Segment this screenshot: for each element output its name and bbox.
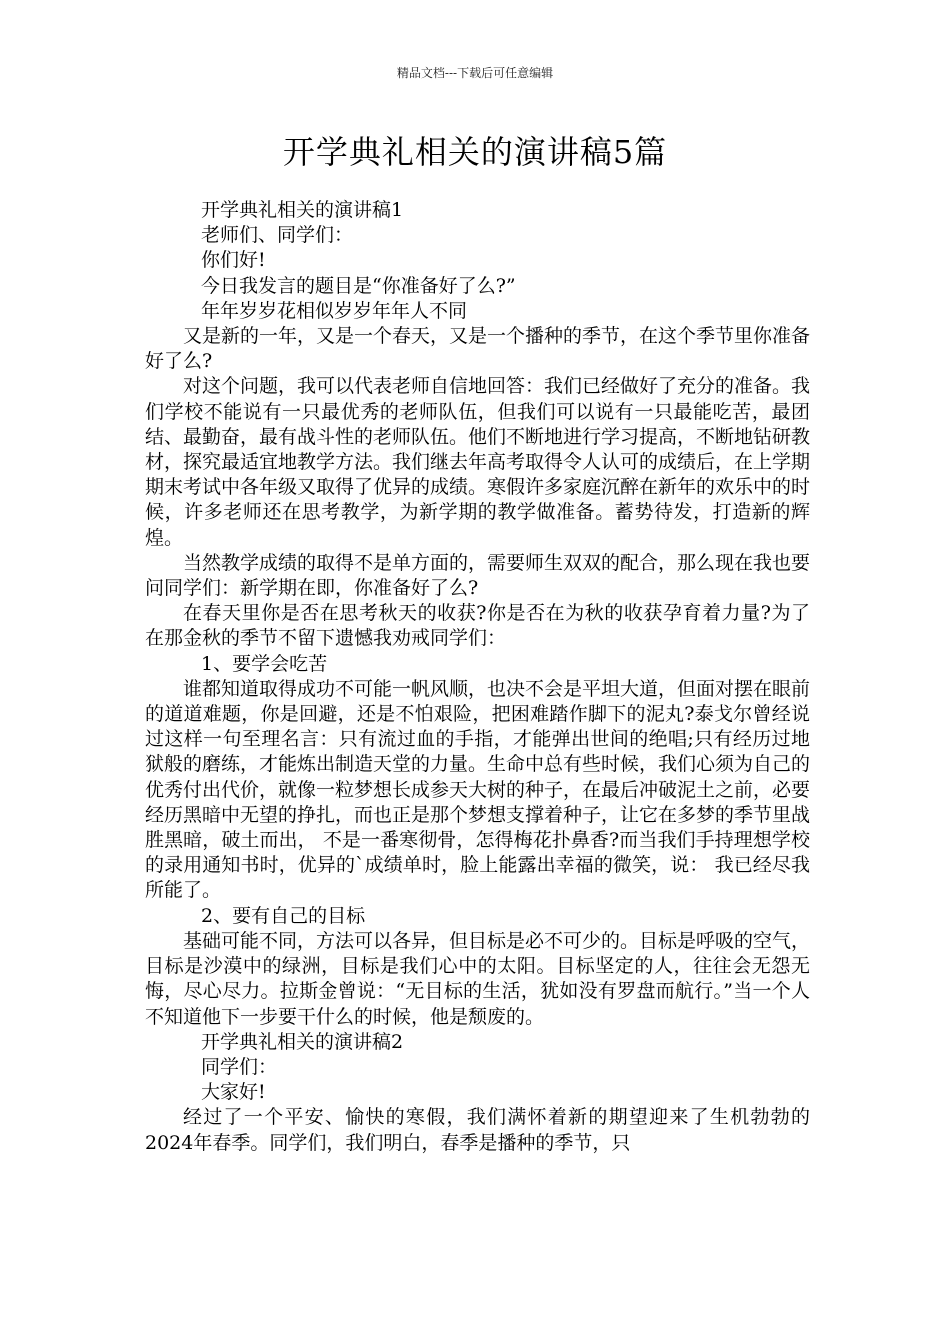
paragraph: 谁都知道取得成功不可能一帆风顺，也决不会是平坦大道，但面对摆在眼前的道道难题，你是回避，还是不怕艰险，把困难踏作脚下的泥丸?泰戈尔曾经说过这样一句至理名言：只有流过血的手指，才能弹出世间的绝唱;只有经历过地狱般的磨练，才能炼出制造天堂的力量。生命中总有些时候，我们心须为自己的优秀付出代价，就像一粒梦想长成参天大树的种子，在最后冲破泥土之前，必要经历黑暗中无望的挣扎，而也正是那个梦想支撑着种子，让它在多梦的季节里战胜黑暗，破土而出， 不是一番寒彻骨，怎得梅花扑鼻香?而当我们手持理想学校的录用通知书时，优异的`成绩单时，脸上能露出幸福的微笑，说： 我已经尽我所能了。 [145,677,811,902]
paragraph: 在春天里你是否在思考秋天的收获?你是否在为秋的收获孕育着力量?为了在那金秋的季节不留下遗憾我劝戒同学们： [145,602,810,650]
section-heading: 开学典礼相关的演讲稿2 [201,1030,404,1053]
topic-line: 今日我发言的题目是“你准备好了么?” [201,274,516,297]
paragraph: 又是新的一年，又是一个春天，又是一个播种的季节，在这个季节里你准备好了么? [145,325,811,373]
paragraph: 当然教学成绩的取得不是单方面的，需要师生双双的配合，那么现在我也要问同学们：新学期在即，你准备好了么? [145,551,811,600]
poem-line: 年年岁岁花相似岁岁年年人不同 [201,299,468,322]
header-note: 精品文档---下载后可任意编辑 [396,66,554,80]
salutation: 同学们： [201,1055,278,1078]
list-heading: 2、要有自己的目标 [201,904,366,927]
salutation: 老师们、同学们： [201,224,354,247]
document-title: 开学典礼相关的演讲稿5篇 [282,133,668,171]
list-heading: 1、要学会吃苦 [201,652,328,675]
greeting: 你们好! [201,249,266,272]
paragraph: 基础可能不同，方法可以各异，但目标是必不可少的。目标是呼吸的空气，目标是沙漠中的绿洲，目标是我们心中的太阳。目标坚定的人，往往会无怨无悔，尽心尽力。拉斯金曾说：“无目标的生活，犹如没有罗盘而航行。”当一个人不知道他下一步要干什么的时候，他是颓废的。 [145,929,811,1028]
section-heading: 开学典礼相关的演讲稿1 [201,199,404,221]
greeting: 大家好! [201,1081,266,1104]
paragraph: 经过了一个平安、愉快的寒假，我们满怀着新的期望迎来了生机勃勃的2024年春季。同学们，我们明白，春季是播种的季节，只 [145,1106,810,1154]
document-body [145,198,810,1156]
paragraph: 对这个问题，我可以代表老师自信地回答：我们已经做好了充分的准备。我们学校不能说有一只最优秀的老师队伍，但我们可以说有一只最能吃苦，最团结、最勤奋，最有战斗性的老师队伍。他们不断地进行学习提高，不断地钻研教材，探究最适宜地教学方法。我们继去年高考取得令人认可的成绩后，在上学期期末考试中各年级又取得了优异的成绩。寒假许多家庭沉醉在新年的欢乐中的时候，许多老师还在思考教学，为新学期的教学做准备。蓄势待发，打造新的辉煌。 [145,375,811,549]
